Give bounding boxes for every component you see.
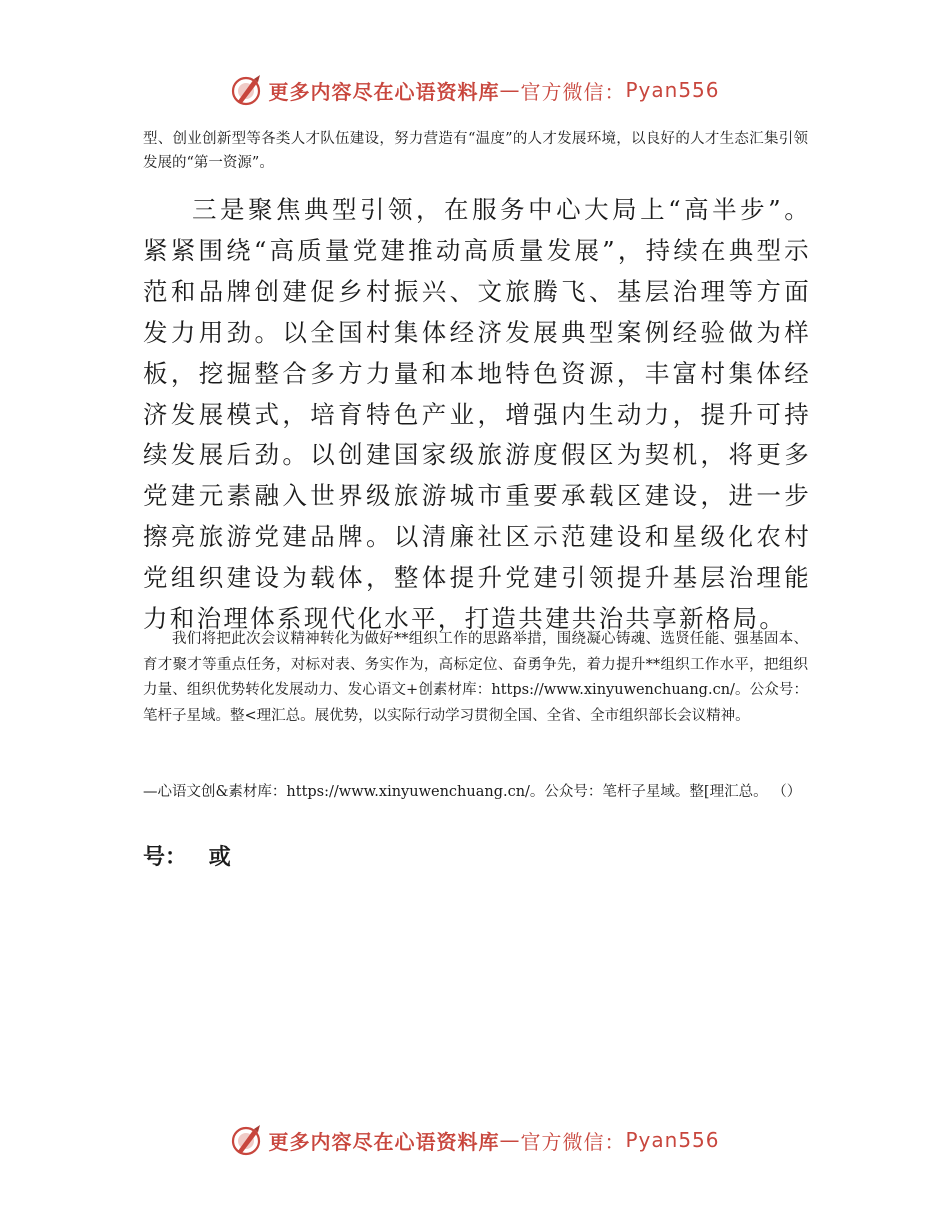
- footer-wechat-id: Pyan556: [625, 1128, 720, 1152]
- tail-label: 号：: [143, 844, 188, 870]
- tail-char: 或: [208, 844, 231, 870]
- banner-separator: —: [499, 78, 521, 102]
- footer-separator: —: [499, 1128, 521, 1152]
- tail-line: [143, 840, 245, 871]
- header-banner: [0, 70, 950, 110]
- quill-pen-logo-icon: [230, 1123, 264, 1157]
- banner-wechat-label: 官方微信：: [520, 79, 626, 104]
- source-line: —心语文创&素材库：https://www.xinyuwenchuang.cn/。公众号：笔杆子星域。整[理汇总。 （）: [143, 784, 802, 800]
- quill-pen-logo-icon: [230, 73, 264, 107]
- banner-brand-text: 更多内容尽在心语资料库: [268, 79, 500, 104]
- banner-wechat-id: Pyan556: [625, 78, 720, 102]
- footer-wechat-label: 官方微信：: [520, 1129, 626, 1154]
- top-paragraph: 型、创业创新型等各类人才队伍建设，努力营造有“温度”的人才发展环境，以良好的人才生态汇集引领发展的“第一资源”。: [143, 131, 808, 171]
- footer-brand-text: 更多内容尽在心语资料库: [268, 1129, 500, 1154]
- meeting-paragraph: 我们将把此次会议精神转化为做好**组织工作的思路举措，围绕凝心铸魂、选贤任能、强基固本、育才聚才等重点任务，对标对表、务实作为，高标定位、奋勇争先，着力提升**组织工作水平，把组织力量、组织优势转化发展动力、发心语文+创素材库：https://www.xinyuwenchuang.cn/。公众号：笔杆子星域。整<理汇总。展优势，以实际行动学习贯彻全国、全省、全市组织部长会议精神。: [143, 631, 808, 724]
- main-paragraph: 三是聚焦典型引领，在服务中心大局上“高半步”。紧紧围绕“高质量党建推动高质量发展”，持续在典型示范和品牌创建促乡村振兴、文旅腾飞、基层治理等方面发力用劲。以全国村集体经济发展典型案例经验做为样板，挖掘整合多方力量和本地特色资源，丰富村集体经济发展模式，培育特色产业，增强内生动力，提升可持续发展后劲。以创建国家级旅游度假区为契机，将更多党建元素融入世界级旅游城市重要承载区建设，进一步擦亮旅游党建品牌。以清廉社区示范建设和星级化农村党组织建设为载体，整体提升党建引领提升基层治理能力和治理体系现代化水平，打造共建共治共享新格局。: [143, 195, 811, 634]
- footer-banner: [0, 1120, 950, 1160]
